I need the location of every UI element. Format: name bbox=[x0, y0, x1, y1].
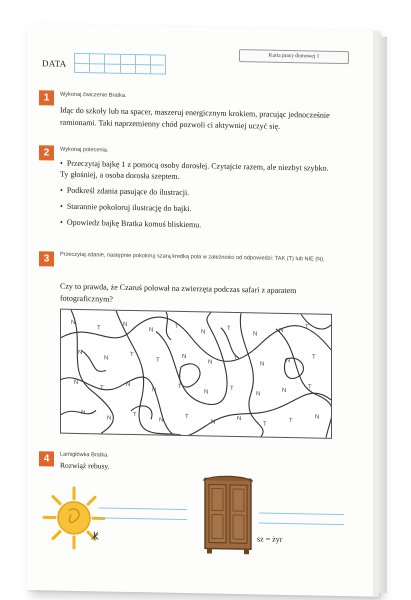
puzzle-letter: T bbox=[175, 323, 179, 330]
puzzle-letter: N bbox=[208, 359, 213, 366]
puzzle-letter: N bbox=[315, 414, 320, 421]
answer-line[interactable] bbox=[99, 507, 187, 510]
answer-line[interactable] bbox=[99, 517, 187, 520]
puzzle-letter: N bbox=[149, 327, 154, 334]
puzzle-letter: N bbox=[237, 416, 242, 423]
puzzle-letter: N bbox=[74, 379, 79, 386]
puzzle-letter: N bbox=[204, 389, 209, 396]
section-1-number: 1 bbox=[39, 90, 54, 105]
puzzle-letter: N bbox=[159, 417, 164, 424]
bullet-item: • Przeczytaj bajkę 1 z pomocą osoby dorosłej. Czytajcie razem, ale niezbyt szybko. Ty głośniej, a osoba dorosła szeptem. bbox=[60, 158, 338, 185]
section-3-question: Czy to prawda, że Czaruś polował na zwierzęta podczas safari z aparatem fotograficznym? bbox=[60, 281, 297, 304]
puzzle-letter: N bbox=[152, 387, 157, 394]
section-3-number: 3 bbox=[39, 251, 54, 266]
rebus-hint: sz = żyr bbox=[257, 534, 283, 544]
worksheet-page bbox=[27, 24, 379, 597]
puzzle-letter: T bbox=[178, 383, 182, 390]
wardrobe-picture bbox=[202, 474, 254, 555]
puzzle-letter: T bbox=[312, 354, 316, 361]
section-1-instruction: Wykonaj ćwiczenie Bratka. bbox=[60, 91, 127, 99]
bullet-item: • Starannie pokoloruj ilustrację do bajki. bbox=[60, 201, 338, 217]
bullet-item: • Podkreśl zdania pasujące do ilustracji. bbox=[60, 185, 338, 201]
puzzle-letter: T bbox=[133, 412, 137, 419]
puzzle-letter: T bbox=[130, 351, 134, 359]
puzzle-letter: N bbox=[200, 329, 206, 336]
worksheet-tag: Karta pracy domowej 1 bbox=[239, 49, 349, 64]
section-1-text: Idąc do szkoły lub na spacer, maszeruj energicznym krokiem, pracując jednocześnie ramionami. Taki naprzemienny chód pozwoli ci aktywniej uczyć się. bbox=[60, 105, 330, 131]
puzzle-letter: N bbox=[279, 327, 284, 334]
puzzle-letter: N bbox=[211, 419, 216, 426]
puzzle-letter: T bbox=[289, 418, 293, 425]
page-edge bbox=[379, 37, 387, 593]
puzzle-letter: T bbox=[234, 355, 238, 363]
section-4-instruction: Lamigłówka Bratka. bbox=[60, 451, 109, 459]
puzzle-letter: T bbox=[263, 421, 267, 428]
section-2-instruction: Wykonaj polecenia. bbox=[60, 146, 109, 154]
puzzle-drawing[interactable] bbox=[61, 310, 331, 438]
puzzle-letter: T bbox=[226, 325, 231, 332]
puzzle-letter: N bbox=[104, 355, 109, 362]
puzzle-letter: N bbox=[107, 415, 112, 422]
section-2-bullet-list bbox=[60, 158, 338, 233]
puzzle-letter: N bbox=[182, 353, 187, 361]
section-4-number: 4 bbox=[39, 451, 54, 466]
puzzle-letter: N bbox=[126, 381, 131, 388]
answer-line[interactable] bbox=[259, 512, 344, 515]
crossed-out-letter-icon: k̸ bbox=[93, 531, 99, 543]
puzzle-letter: T bbox=[185, 414, 189, 421]
puzzle-letter: N bbox=[256, 391, 261, 398]
coloring-puzzle[interactable] bbox=[60, 309, 332, 439]
puzzle-letter: N bbox=[71, 319, 76, 326]
puzzle-letter: N bbox=[253, 331, 258, 338]
section-2-number: 2 bbox=[39, 145, 54, 160]
answer-line[interactable] bbox=[259, 522, 344, 525]
puzzle-letter: N bbox=[282, 387, 287, 394]
puzzle-letter: N bbox=[286, 357, 291, 365]
puzzle-letter: N bbox=[78, 349, 83, 357]
puzzle-letter: T bbox=[97, 325, 101, 332]
puzzle-letters bbox=[71, 320, 319, 429]
date-label: DATA bbox=[42, 58, 67, 69]
puzzle-letter: T bbox=[100, 385, 104, 392]
puzzle-letter: T bbox=[305, 324, 309, 331]
puzzle-letter: N bbox=[81, 410, 86, 417]
section-3-instruction: Przeczytaj zdanie, następnie pokoloruj szarą kredką pola w zależności od odpowiedzi: TAK (T) lub NIE (N). bbox=[60, 251, 325, 263]
puzzle-letter: T bbox=[230, 385, 234, 392]
puzzle-letter: T bbox=[156, 357, 160, 364]
puzzle-letter: N bbox=[260, 361, 265, 368]
bullet-item: • Opowiedz bajkę Bratka komuś bliskiemu. bbox=[60, 217, 338, 233]
puzzle-letter: T bbox=[308, 384, 312, 391]
puzzle-letter: N bbox=[123, 321, 128, 328]
section-4-task: Rozwiąż rebusy. bbox=[60, 460, 110, 471]
